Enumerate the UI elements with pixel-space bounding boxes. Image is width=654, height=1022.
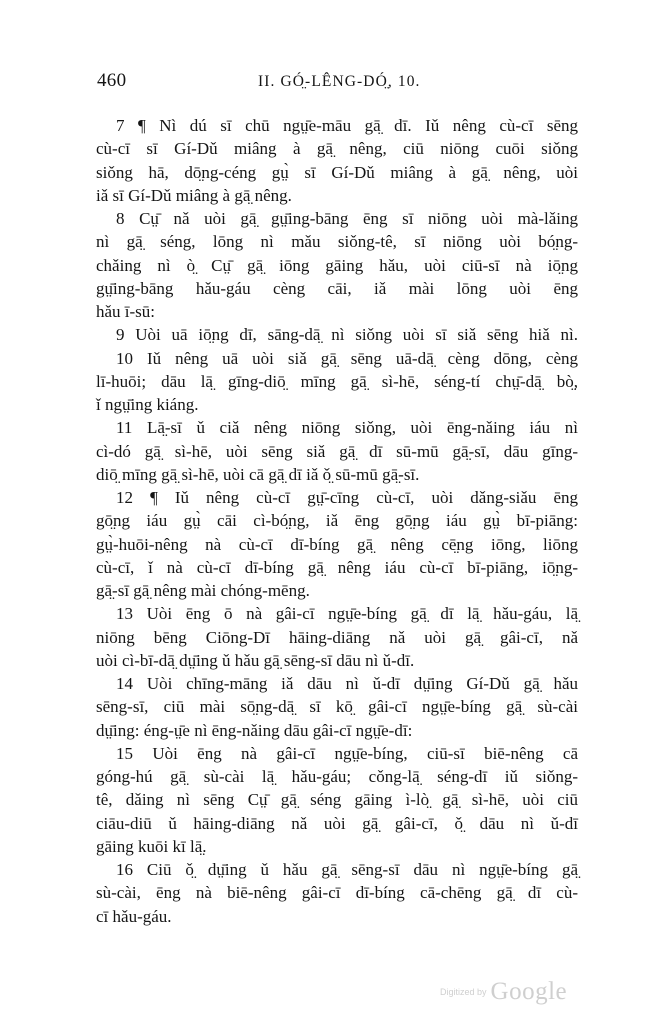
text-line: tê, dǎing nì sēng Cṳ̄ gā̤ séng gāing ì-lò̤ gā̤ sì-hē, uòi ciū [96, 790, 578, 810]
text-line: cī hǎu-gáu. [96, 906, 172, 926]
text-line: iǎ sī Gí-Dǔ miâng à gā̤ nêng. [96, 185, 292, 205]
digitized-by-google-watermark [440, 978, 567, 1006]
text-line: sù-cài, ēng nà biē-nêng gâi-cī dī-bíng cā-chēng gā̤ dī cù- [96, 883, 578, 903]
text-line: 9 Uòi uā iō̤ng dī, sāng-dā̤ nì siǒng uòi sī siǎ sēng hiǎ nì. [116, 325, 578, 345]
google-logo: Google [490, 978, 568, 1005]
page-number: 460 [97, 70, 127, 91]
text-line: cì-dó gā̤ sì-hē, uòi sēng siǎ gā̤ dī sū-mū gā̤-sī, dāu gīng- [96, 441, 578, 461]
text-line: 10 Iǔ nêng uā uòi siǎ gā̤ sēng uā-dā̤ cèng dōng, cèng [116, 348, 578, 368]
text-line: dṳ̄ing: éng-ṳ̄e nì ēng-nǎing dāu gâi-cī ngṳ̄e-dī: [96, 720, 413, 740]
text-line: diō̤ mīng gā̤ sì-hē, uòi cā gā̤ dī iǎ ǒ̤ sū-mū gā̤-sī. [96, 464, 420, 484]
text-line: siǒng hā, dō̤ng-céng gṳ̀ sī Gí-Dǔ miâng à gā̤ nêng, uòi [96, 162, 578, 182]
text-line: chǎing nì ò̤ Cṳ̄ gā̤ iōng gāing hǎu, uòi ciū-sī nà iō̤ng [96, 255, 578, 275]
text-line: sēng-sī, ciū mài sō̤ng-dā̤ sī kō̤ gâi-cī ngṳ̄e-bíng gā̤ sù-cài [96, 697, 578, 717]
text-line: góng-hú gā̤ sù-cài lā̤ hǎu-gáu; cǒng-lā̤ séng-dī iǔ siǒng- [96, 767, 578, 786]
text-line: hǎu ī-sū: [96, 302, 156, 321]
text-line: 13 Uòi ēng ō nà gâi-cī ngṳ̄e-bíng gā̤ dī lā̤ hǎu-gáu, lā̤ [116, 604, 578, 624]
text-line: cù-cī sī Gí-Dǔ miâng à gā̤ nêng, ciū niōng cuōi siǒng [96, 139, 578, 159]
text-line: gṳ̀-huōi-nêng nà cù-cī dī-bíng gā̤ nêng cē̤ng iōng, liōng [96, 534, 578, 554]
text-line: 12 ¶ Iǔ nêng cù-cī gṳ̄-cīng cù-cī, uòi dǎng-siǎu ēng [116, 488, 578, 507]
text-line: ciāu-diū ǔ hāing-diāng nǎ uòi gā̤ gâi-cī, ǒ̤ dāu nì ǔ-dī [96, 813, 578, 833]
text-line: gā̤-sī gā̤ nêng mài chóng-mēng. [96, 581, 310, 600]
text-line: 16 Ciū ǒ̤ dṳ̄ing ǔ hǎu gā̤ sēng-sī dāu nì ngṳ̄e-bíng gā̤ [116, 860, 578, 879]
text-line: niōng bēng Ciōng-Dī hāing-diāng nǎ uòi gā̤ gâi-cī, nǎ [96, 627, 578, 647]
text-line: 7 ¶ Nì dú sī chū ngṳ̄e-māu gā̤ dī. Iǔ nêng cù-cī sēng [116, 116, 578, 135]
body-text [96, 114, 578, 928]
running-head: II. GÓ̤-LÊNG-DÓ̤, 10. [258, 73, 421, 90]
text-line: gṳ̄ing-bāng hǎu-gáu cèng cāi, iǎ mài lōng uòi ēng [96, 278, 578, 298]
text-line: 14 Uòi chīng-māng iǎ dāu nì ǔ-dī dṳ̄ing Gí-Dǔ gā̤ hǎu [116, 674, 578, 693]
text-line: 11 Lā̤-sī ǔ ciǎ nêng niōng siǒng, uòi ēng-nǎing iáu nì [116, 418, 578, 438]
text-line: cù-cī, ǐ nà cù-cī dī-bíng gā̤ nêng iáu cù-cī bī-piāng, iō̤ng- [96, 557, 578, 577]
text-line: gō̤ng iáu gṳ̀ cāi cì-bó̤ng, iǎ ēng gō̤ng iáu gṳ̀ bī-piāng: [96, 511, 578, 531]
text-line: lī-huōi; dāu lā̤ gīng-diō̤ mīng gā̤ sì-hē, séng-tí chṳ̄-dā̤ bò̤, [96, 371, 578, 391]
text-line: uòi cì-bī-dā̤ dṳ̄ing ǔ hǎu gā̤ sēng-sī dāu nì ǔ-dī. [96, 650, 415, 670]
text-line: 8 Cṳ̄ nǎ uòi gā̤ gṳ̄ing-bāng ēng sī niōng uòi mà-lǎing [116, 209, 578, 228]
text-line: gāing kuōi kī lā̤. [96, 836, 207, 856]
text-line: 15 Uòi ēng nà gâi-cī ngṳ̄e-bíng, ciū-sī biē-nêng cā [116, 743, 578, 763]
text-line: nì gā̤ séng, lōng nì mǎu siǒng-tê, sī niōng uòi bó̤ng- [96, 232, 578, 252]
watermark-prefix: Digitized by [440, 987, 487, 997]
text-line: ǐ ngṳ̄ing kiáng. [96, 395, 199, 414]
